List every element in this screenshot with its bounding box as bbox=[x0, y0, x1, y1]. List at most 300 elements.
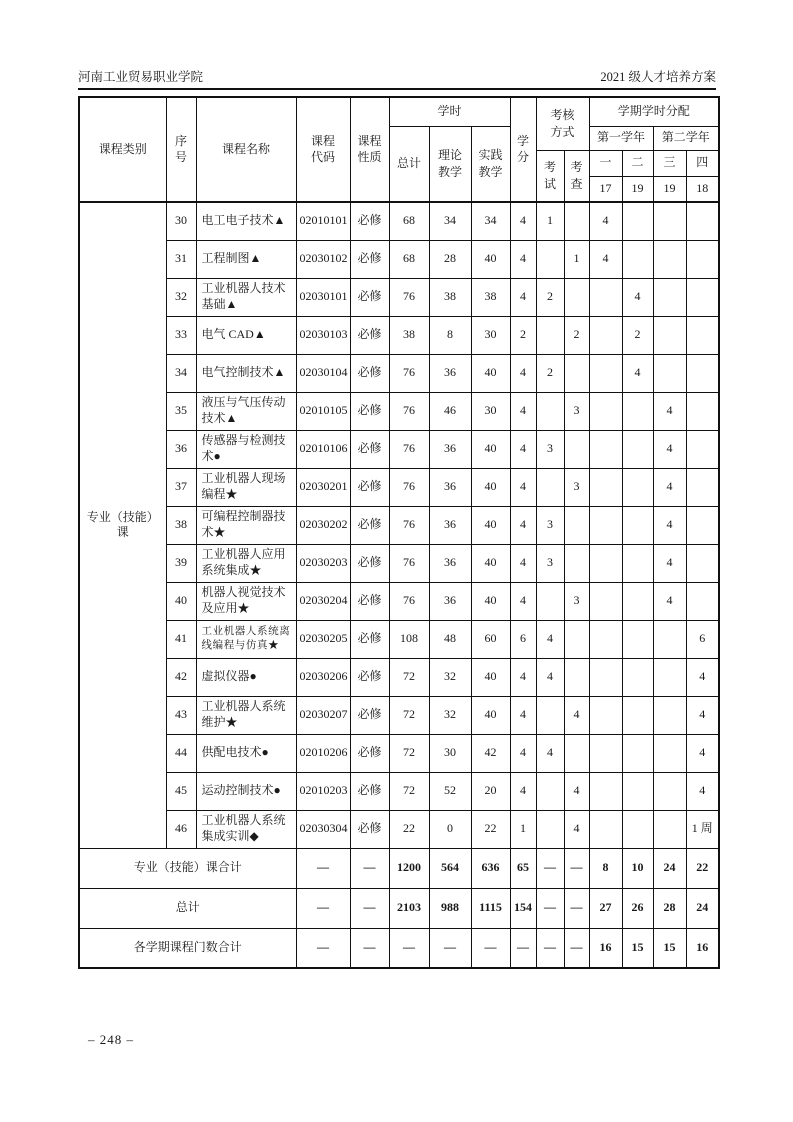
cell-practice: 40 bbox=[471, 240, 510, 278]
col-header-exam: 考试 bbox=[536, 150, 564, 202]
cell-theory: 36 bbox=[429, 582, 471, 620]
cell-nature: — bbox=[350, 848, 389, 888]
cell-credit: 4 bbox=[510, 658, 536, 696]
cell-theory: 46 bbox=[429, 392, 471, 430]
cell-credit: 4 bbox=[510, 506, 536, 544]
cell-theory: 36 bbox=[429, 506, 471, 544]
cell-s1: 4 bbox=[589, 240, 622, 278]
cell-s1 bbox=[589, 658, 622, 696]
cell-s2: 4 bbox=[622, 278, 653, 316]
doc-header-left: 河南工业贸易职业学院 bbox=[78, 70, 204, 84]
cell-s3: 4 bbox=[653, 430, 686, 468]
cell-code: 02030104 bbox=[296, 354, 350, 392]
cell-credit: 4 bbox=[510, 392, 536, 430]
cell-nature: — bbox=[350, 888, 389, 928]
cell-check bbox=[564, 202, 589, 240]
cell-nature: 必修 bbox=[350, 202, 389, 240]
cell-no: 30 bbox=[166, 202, 196, 240]
cell-total: 76 bbox=[389, 544, 429, 582]
cell-theory: 28 bbox=[429, 240, 471, 278]
cell-s2 bbox=[622, 696, 653, 734]
category-cell: 专业（技能）课 bbox=[79, 202, 166, 848]
cell-no: 45 bbox=[166, 772, 196, 810]
cell-name: 机器人视觉技术及应用★ bbox=[196, 582, 296, 620]
cell-credit: 4 bbox=[510, 202, 536, 240]
cell-no: 44 bbox=[166, 734, 196, 772]
cell-name: 运动控制技术● bbox=[196, 772, 296, 810]
cell-s1 bbox=[589, 392, 622, 430]
cell-exam: 3 bbox=[536, 506, 564, 544]
cell-nature: 必修 bbox=[350, 240, 389, 278]
cell-code: 02030103 bbox=[296, 316, 350, 354]
cell-exam: — bbox=[536, 848, 564, 888]
cell-name: 工业机器人应用系统集成★ bbox=[196, 544, 296, 582]
cell-s3 bbox=[653, 734, 686, 772]
cell-name: 工业机器人系统维护★ bbox=[196, 696, 296, 734]
cell-credit: 1 bbox=[510, 810, 536, 848]
course-row bbox=[79, 658, 719, 696]
col-header-category: 课程类别 bbox=[79, 97, 166, 202]
col-header-assessment: 考核方式 bbox=[536, 97, 589, 150]
cell-name: 电气控制技术▲ bbox=[196, 354, 296, 392]
course-row bbox=[79, 506, 719, 544]
cell-s4 bbox=[686, 430, 719, 468]
cell-no: 41 bbox=[166, 620, 196, 658]
cell-name: 供配电技术● bbox=[196, 734, 296, 772]
cell-s4 bbox=[686, 278, 719, 316]
course-row bbox=[79, 810, 719, 848]
cell-s1 bbox=[589, 544, 622, 582]
col-header-sem4: 四 bbox=[686, 150, 719, 176]
cell-s1 bbox=[589, 430, 622, 468]
cell-total: 76 bbox=[389, 354, 429, 392]
cell-practice: 20 bbox=[471, 772, 510, 810]
cell-check: 3 bbox=[564, 468, 589, 506]
cell-exam bbox=[536, 772, 564, 810]
col-header-credit: 学分 bbox=[510, 97, 536, 202]
cell-exam bbox=[536, 316, 564, 354]
col-header-sem3: 三 bbox=[653, 150, 686, 176]
cell-practice: 30 bbox=[471, 392, 510, 430]
cell-practice: 60 bbox=[471, 620, 510, 658]
cell-exam: 4 bbox=[536, 658, 564, 696]
cell-s2 bbox=[622, 392, 653, 430]
cell-total: 68 bbox=[389, 240, 429, 278]
cell-s3 bbox=[653, 278, 686, 316]
cell-s3: 28 bbox=[653, 888, 686, 928]
cell-nature: 必修 bbox=[350, 772, 389, 810]
cell-s4: 4 bbox=[686, 696, 719, 734]
cell-theory: 30 bbox=[429, 734, 471, 772]
cell-practice: 30 bbox=[471, 316, 510, 354]
summary-label: 总计 bbox=[79, 888, 296, 928]
cell-check: 4 bbox=[564, 772, 589, 810]
cell-name: 工程制图▲ bbox=[196, 240, 296, 278]
cell-check bbox=[564, 430, 589, 468]
cell-exam: 2 bbox=[536, 278, 564, 316]
cell-practice: 40 bbox=[471, 696, 510, 734]
col-header-nature: 课程性质 bbox=[350, 97, 389, 202]
cell-credit: 4 bbox=[510, 354, 536, 392]
cell-exam: 2 bbox=[536, 354, 564, 392]
cell-practice: 40 bbox=[471, 506, 510, 544]
cell-exam: — bbox=[536, 888, 564, 928]
cell-total: 38 bbox=[389, 316, 429, 354]
cell-s2 bbox=[622, 658, 653, 696]
col-header-code: 课程代码 bbox=[296, 97, 350, 202]
cell-no: 40 bbox=[166, 582, 196, 620]
cell-name: 电工电子技术▲ bbox=[196, 202, 296, 240]
weeks-sem1: 17 bbox=[589, 176, 622, 202]
cell-s4: 4 bbox=[686, 734, 719, 772]
cell-practice: 40 bbox=[471, 430, 510, 468]
cell-nature: 必修 bbox=[350, 316, 389, 354]
cell-s3: 24 bbox=[653, 848, 686, 888]
cell-code: 02030304 bbox=[296, 810, 350, 848]
cell-code: 02030206 bbox=[296, 658, 350, 696]
cell-total: 76 bbox=[389, 278, 429, 316]
cell-no: 31 bbox=[166, 240, 196, 278]
cell-s3 bbox=[653, 696, 686, 734]
cell-s1: 8 bbox=[589, 848, 622, 888]
cell-s4 bbox=[686, 582, 719, 620]
cell-credit: 6 bbox=[510, 620, 536, 658]
cell-practice: 40 bbox=[471, 658, 510, 696]
cell-name: 工业机器人系统集成实训◆ bbox=[196, 810, 296, 848]
cell-code: 02030204 bbox=[296, 582, 350, 620]
cell-exam bbox=[536, 468, 564, 506]
cell-s1 bbox=[589, 620, 622, 658]
cell-nature: 必修 bbox=[350, 468, 389, 506]
cell-theory: 0 bbox=[429, 810, 471, 848]
cell-nature: 必修 bbox=[350, 658, 389, 696]
col-header-year2: 第二学年 bbox=[653, 126, 719, 150]
cell-s1 bbox=[589, 582, 622, 620]
cell-s2: 4 bbox=[622, 354, 653, 392]
cell-exam: 1 bbox=[536, 202, 564, 240]
cell-check: 3 bbox=[564, 392, 589, 430]
cell-nature: 必修 bbox=[350, 582, 389, 620]
col-header-check: 考查 bbox=[564, 150, 589, 202]
curriculum-table bbox=[78, 96, 720, 969]
cell-nature: 必修 bbox=[350, 430, 389, 468]
course-row bbox=[79, 772, 719, 810]
cell-s4 bbox=[686, 354, 719, 392]
cell-practice: 40 bbox=[471, 468, 510, 506]
cell-s2 bbox=[622, 240, 653, 278]
cell-s4: 4 bbox=[686, 772, 719, 810]
cell-s3: 4 bbox=[653, 582, 686, 620]
course-row bbox=[79, 202, 719, 240]
cell-s2: 15 bbox=[622, 928, 653, 968]
cell-total: 72 bbox=[389, 772, 429, 810]
cell-nature: 必修 bbox=[350, 278, 389, 316]
weeks-sem2: 19 bbox=[622, 176, 653, 202]
course-row bbox=[79, 392, 719, 430]
cell-s3: 4 bbox=[653, 506, 686, 544]
cell-s1 bbox=[589, 278, 622, 316]
cell-credit: 4 bbox=[510, 468, 536, 506]
cell-practice: — bbox=[471, 928, 510, 968]
cell-code: 02030205 bbox=[296, 620, 350, 658]
col-header-sem2: 二 bbox=[622, 150, 653, 176]
cell-no: 42 bbox=[166, 658, 196, 696]
cell-credit: 4 bbox=[510, 696, 536, 734]
cell-s4 bbox=[686, 240, 719, 278]
cell-s2 bbox=[622, 810, 653, 848]
cell-nature: 必修 bbox=[350, 354, 389, 392]
cell-total: 72 bbox=[389, 696, 429, 734]
cell-credit: 4 bbox=[510, 430, 536, 468]
cell-exam: 4 bbox=[536, 620, 564, 658]
cell-exam: 3 bbox=[536, 430, 564, 468]
course-row bbox=[79, 468, 719, 506]
cell-s2 bbox=[622, 544, 653, 582]
cell-credit: 4 bbox=[510, 582, 536, 620]
cell-exam bbox=[536, 696, 564, 734]
cell-s4 bbox=[686, 392, 719, 430]
cell-practice: 22 bbox=[471, 810, 510, 848]
cell-total: 76 bbox=[389, 582, 429, 620]
cell-s1 bbox=[589, 772, 622, 810]
cell-practice: 40 bbox=[471, 354, 510, 392]
col-header-practice: 实践教学 bbox=[471, 126, 510, 202]
doc-header-right: 2021 级人才培养方案 bbox=[600, 70, 716, 84]
cell-no: 35 bbox=[166, 392, 196, 430]
cell-s3 bbox=[653, 620, 686, 658]
cell-check: 2 bbox=[564, 316, 589, 354]
cell-s2 bbox=[622, 582, 653, 620]
cell-exam bbox=[536, 240, 564, 278]
cell-theory: 564 bbox=[429, 848, 471, 888]
cell-exam bbox=[536, 810, 564, 848]
cell-practice: 40 bbox=[471, 544, 510, 582]
cell-check: — bbox=[564, 888, 589, 928]
cell-practice: 42 bbox=[471, 734, 510, 772]
cell-nature: 必修 bbox=[350, 810, 389, 848]
cell-s1 bbox=[589, 810, 622, 848]
cell-theory: 34 bbox=[429, 202, 471, 240]
cell-check: — bbox=[564, 928, 589, 968]
cell-s4 bbox=[686, 202, 719, 240]
cell-no: 43 bbox=[166, 696, 196, 734]
cell-code: 02030207 bbox=[296, 696, 350, 734]
cell-exam: — bbox=[536, 928, 564, 968]
cell-no: 33 bbox=[166, 316, 196, 354]
cell-s1 bbox=[589, 696, 622, 734]
cell-theory: 36 bbox=[429, 354, 471, 392]
cell-theory: 52 bbox=[429, 772, 471, 810]
cell-theory: 36 bbox=[429, 468, 471, 506]
cell-code: 02030101 bbox=[296, 278, 350, 316]
cell-credit: 65 bbox=[510, 848, 536, 888]
cell-total: 68 bbox=[389, 202, 429, 240]
cell-s1 bbox=[589, 468, 622, 506]
cell-code: 02010203 bbox=[296, 772, 350, 810]
cell-s4: 1 周 bbox=[686, 810, 719, 848]
cell-s3 bbox=[653, 316, 686, 354]
cell-exam bbox=[536, 392, 564, 430]
cell-s3 bbox=[653, 658, 686, 696]
cell-name: 工业机器人现场编程★ bbox=[196, 468, 296, 506]
weeks-sem3: 19 bbox=[653, 176, 686, 202]
cell-code: 02010106 bbox=[296, 430, 350, 468]
col-header-name: 课程名称 bbox=[196, 97, 296, 202]
cell-s4: 6 bbox=[686, 620, 719, 658]
cell-credit: 4 bbox=[510, 278, 536, 316]
cell-total: 72 bbox=[389, 658, 429, 696]
cell-name: 传感器与检测技术● bbox=[196, 430, 296, 468]
cell-practice: 1115 bbox=[471, 888, 510, 928]
cell-s1: 16 bbox=[589, 928, 622, 968]
course-row bbox=[79, 278, 719, 316]
cell-s2 bbox=[622, 468, 653, 506]
cell-credit: 4 bbox=[510, 734, 536, 772]
cell-s2 bbox=[622, 734, 653, 772]
cell-check bbox=[564, 544, 589, 582]
course-row bbox=[79, 620, 719, 658]
cell-s1: 4 bbox=[589, 202, 622, 240]
cell-nature: 必修 bbox=[350, 506, 389, 544]
cell-s1 bbox=[589, 316, 622, 354]
cell-s3: 4 bbox=[653, 468, 686, 506]
cell-s1 bbox=[589, 734, 622, 772]
cell-nature: 必修 bbox=[350, 392, 389, 430]
col-header-no: 序号 bbox=[166, 97, 196, 202]
cell-s4 bbox=[686, 468, 719, 506]
cell-s2 bbox=[622, 772, 653, 810]
cell-code: — bbox=[296, 848, 350, 888]
cell-name: 虚拟仪器● bbox=[196, 658, 296, 696]
cell-exam: 3 bbox=[536, 544, 564, 582]
cell-s3: 4 bbox=[653, 544, 686, 582]
cell-check bbox=[564, 354, 589, 392]
course-row bbox=[79, 582, 719, 620]
cell-s3 bbox=[653, 354, 686, 392]
cell-no: 38 bbox=[166, 506, 196, 544]
cell-nature: 必修 bbox=[350, 620, 389, 658]
cell-code: — bbox=[296, 888, 350, 928]
cell-theory: 988 bbox=[429, 888, 471, 928]
cell-practice: 40 bbox=[471, 582, 510, 620]
cell-nature: — bbox=[350, 928, 389, 968]
col-header-sem1: 一 bbox=[589, 150, 622, 176]
cell-total: 76 bbox=[389, 392, 429, 430]
summary-row bbox=[79, 888, 719, 928]
cell-total: — bbox=[389, 928, 429, 968]
col-header-hours: 学时 bbox=[389, 97, 510, 126]
cell-s4 bbox=[686, 506, 719, 544]
cell-total: 22 bbox=[389, 810, 429, 848]
cell-credit: 4 bbox=[510, 544, 536, 582]
summary-row bbox=[79, 848, 719, 888]
cell-s4: 4 bbox=[686, 658, 719, 696]
cell-s4: 24 bbox=[686, 888, 719, 928]
summary-label: 各学期课程门数合计 bbox=[79, 928, 296, 968]
cell-name: 液压与气压传动技术▲ bbox=[196, 392, 296, 430]
cell-s1 bbox=[589, 506, 622, 544]
cell-s2: 10 bbox=[622, 848, 653, 888]
cell-theory: 36 bbox=[429, 430, 471, 468]
cell-no: 37 bbox=[166, 468, 196, 506]
cell-theory: — bbox=[429, 928, 471, 968]
cell-code: 02030201 bbox=[296, 468, 350, 506]
cell-theory: 8 bbox=[429, 316, 471, 354]
course-row bbox=[79, 354, 719, 392]
cell-s3: 4 bbox=[653, 392, 686, 430]
cell-no: 32 bbox=[166, 278, 196, 316]
col-header-semester-alloc: 学期学时分配 bbox=[589, 97, 719, 126]
cell-no: 36 bbox=[166, 430, 196, 468]
cell-check bbox=[564, 734, 589, 772]
cell-s4: 22 bbox=[686, 848, 719, 888]
cell-check: 3 bbox=[564, 582, 589, 620]
col-header-total: 总计 bbox=[389, 126, 429, 202]
cell-exam bbox=[536, 582, 564, 620]
cell-s2: 26 bbox=[622, 888, 653, 928]
cell-theory: 48 bbox=[429, 620, 471, 658]
cell-total: 2103 bbox=[389, 888, 429, 928]
cell-code: 02030102 bbox=[296, 240, 350, 278]
course-row bbox=[79, 316, 719, 354]
cell-exam: 4 bbox=[536, 734, 564, 772]
cell-code: 02030203 bbox=[296, 544, 350, 582]
cell-total: 1200 bbox=[389, 848, 429, 888]
summary-row bbox=[79, 928, 719, 968]
cell-code: 02010105 bbox=[296, 392, 350, 430]
course-row bbox=[79, 734, 719, 772]
cell-check: 1 bbox=[564, 240, 589, 278]
cell-check: 4 bbox=[564, 696, 589, 734]
cell-practice: 34 bbox=[471, 202, 510, 240]
cell-nature: 必修 bbox=[350, 734, 389, 772]
cell-s2 bbox=[622, 620, 653, 658]
cell-no: 39 bbox=[166, 544, 196, 582]
cell-name: 电气 CAD▲ bbox=[196, 316, 296, 354]
cell-total: 76 bbox=[389, 468, 429, 506]
cell-credit: 2 bbox=[510, 316, 536, 354]
cell-theory: 32 bbox=[429, 696, 471, 734]
cell-credit: — bbox=[510, 928, 536, 968]
cell-check bbox=[564, 278, 589, 316]
cell-credit: 154 bbox=[510, 888, 536, 928]
summary-label: 专业（技能）课合计 bbox=[79, 848, 296, 888]
cell-name: 可编程控制器技术★ bbox=[196, 506, 296, 544]
cell-s4 bbox=[686, 316, 719, 354]
col-header-theory: 理论教学 bbox=[429, 126, 471, 202]
document-header bbox=[78, 62, 716, 90]
course-row bbox=[79, 240, 719, 278]
cell-nature: 必修 bbox=[350, 696, 389, 734]
cell-theory: 38 bbox=[429, 278, 471, 316]
cell-s1 bbox=[589, 354, 622, 392]
cell-s4 bbox=[686, 544, 719, 582]
cell-s3 bbox=[653, 772, 686, 810]
cell-theory: 36 bbox=[429, 544, 471, 582]
cell-check: — bbox=[564, 848, 589, 888]
course-row bbox=[79, 544, 719, 582]
cell-s4: 16 bbox=[686, 928, 719, 968]
cell-s3 bbox=[653, 202, 686, 240]
course-row bbox=[79, 430, 719, 468]
cell-s3 bbox=[653, 810, 686, 848]
cell-s2 bbox=[622, 506, 653, 544]
cell-check bbox=[564, 620, 589, 658]
page-number: – 248 – bbox=[88, 1032, 134, 1047]
cell-code: — bbox=[296, 928, 350, 968]
weeks-sem4: 18 bbox=[686, 176, 719, 202]
cell-practice: 636 bbox=[471, 848, 510, 888]
